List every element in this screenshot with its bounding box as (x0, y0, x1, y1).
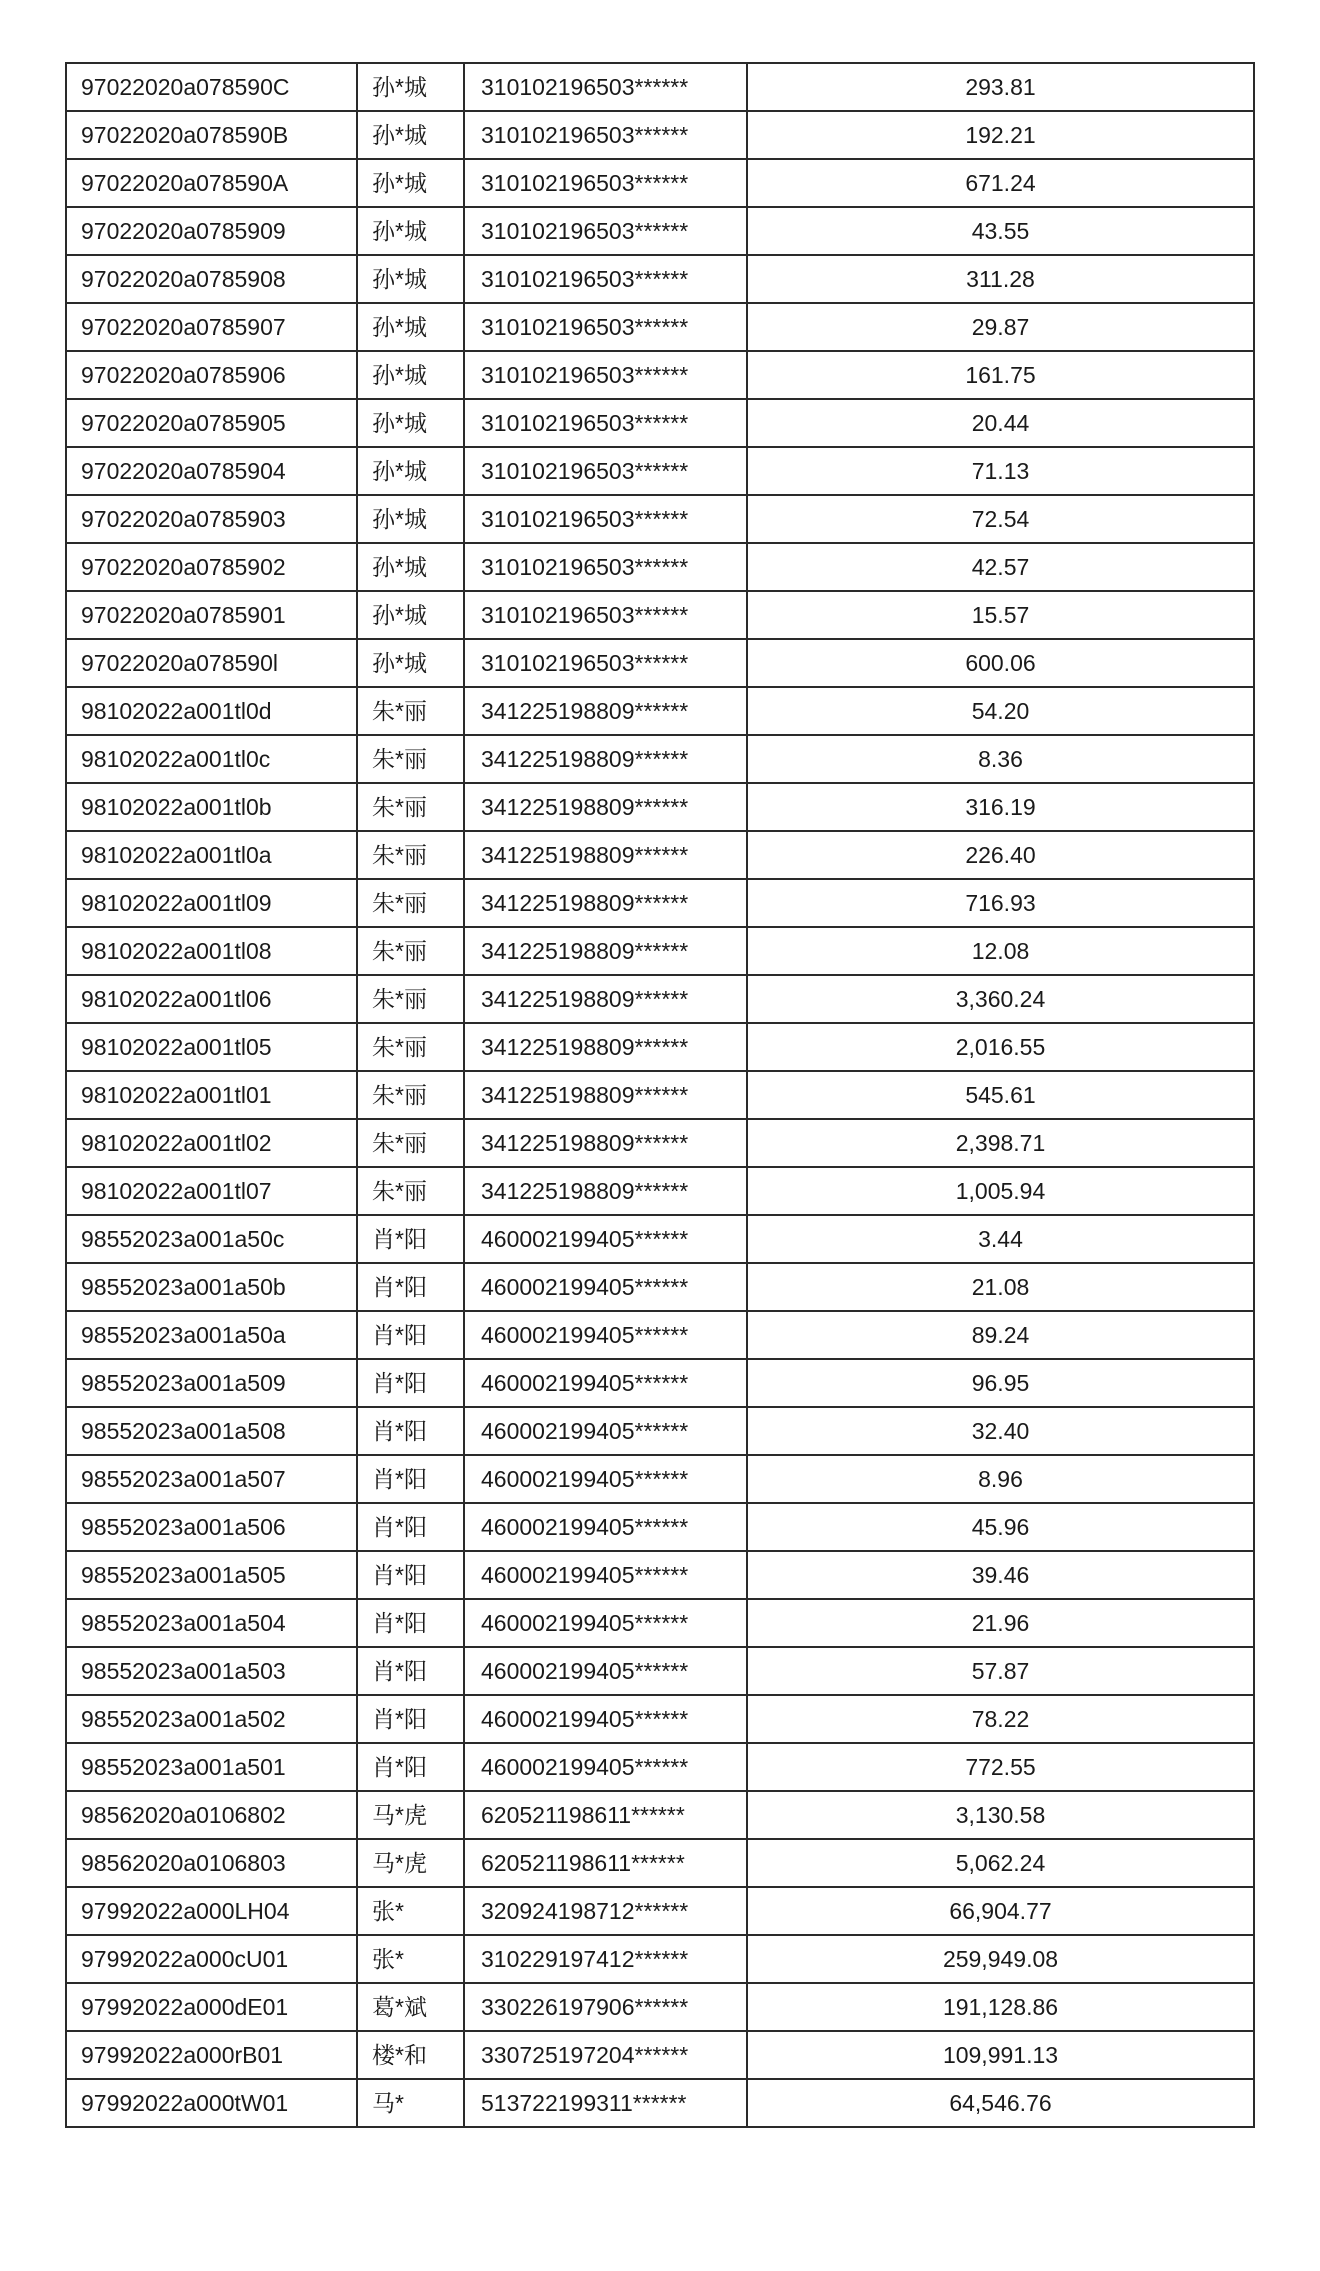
table-row (66, 591, 1254, 639)
code-cell: 97022020a078590B (66, 111, 357, 159)
amount-cell: 671.24 (747, 159, 1254, 207)
table-row (66, 1215, 1254, 1263)
id-number-cell: 620521198611****** (464, 1839, 747, 1887)
id-number-cell: 460002199405****** (464, 1311, 747, 1359)
name-cell: 肖*阳 (357, 1599, 464, 1647)
id-number-cell: 310102196503****** (464, 159, 747, 207)
id-number-cell: 310102196503****** (464, 207, 747, 255)
amount-cell: 316.19 (747, 783, 1254, 831)
name-cell: 朱*丽 (357, 1167, 464, 1215)
id-number-cell: 341225198809****** (464, 1119, 747, 1167)
id-number-cell: 341225198809****** (464, 1167, 747, 1215)
records-table (65, 62, 1255, 2128)
name-cell: 朱*丽 (357, 735, 464, 783)
code-cell: 98102022a001tl09 (66, 879, 357, 927)
table-row (66, 975, 1254, 1023)
table-row (66, 1743, 1254, 1791)
name-cell: 肖*阳 (357, 1743, 464, 1791)
name-cell: 张* (357, 1935, 464, 1983)
amount-cell: 64,546.76 (747, 2079, 1254, 2127)
id-number-cell: 620521198611****** (464, 1791, 747, 1839)
table-row (66, 831, 1254, 879)
name-cell: 肖*阳 (357, 1455, 464, 1503)
id-number-cell: 460002199405****** (464, 1599, 747, 1647)
code-cell: 98102022a001tl01 (66, 1071, 357, 1119)
name-cell: 肖*阳 (357, 1407, 464, 1455)
name-cell: 马* (357, 2079, 464, 2127)
code-cell: 98102022a001tl0a (66, 831, 357, 879)
amount-cell: 21.08 (747, 1263, 1254, 1311)
code-cell: 97022020a0785905 (66, 399, 357, 447)
code-cell: 98102022a001tl0b (66, 783, 357, 831)
id-number-cell: 460002199405****** (464, 1551, 747, 1599)
table-row (66, 1551, 1254, 1599)
name-cell: 张* (357, 1887, 464, 1935)
id-number-cell: 341225198809****** (464, 975, 747, 1023)
name-cell: 孙*城 (357, 207, 464, 255)
amount-cell: 772.55 (747, 1743, 1254, 1791)
name-cell: 葛*斌 (357, 1983, 464, 2031)
code-cell: 97022020a0785902 (66, 543, 357, 591)
table-row (66, 1887, 1254, 1935)
name-cell: 马*虎 (357, 1839, 464, 1887)
code-cell: 97022020a078590C (66, 63, 357, 111)
amount-cell: 29.87 (747, 303, 1254, 351)
name-cell: 肖*阳 (357, 1551, 464, 1599)
name-cell: 肖*阳 (357, 1215, 464, 1263)
id-number-cell: 341225198809****** (464, 927, 747, 975)
code-cell: 98552023a001a502 (66, 1695, 357, 1743)
id-number-cell: 341225198809****** (464, 783, 747, 831)
id-number-cell: 310102196503****** (464, 495, 747, 543)
id-number-cell: 310102196503****** (464, 351, 747, 399)
code-cell: 97992022a000LH04 (66, 1887, 357, 1935)
code-cell: 98552023a001a50a (66, 1311, 357, 1359)
name-cell: 孙*城 (357, 639, 464, 687)
code-cell: 98102022a001tl06 (66, 975, 357, 1023)
code-cell: 97992022a000cU01 (66, 1935, 357, 1983)
table-row (66, 1695, 1254, 1743)
amount-cell: 259,949.08 (747, 1935, 1254, 1983)
id-number-cell: 460002199405****** (464, 1359, 747, 1407)
id-number-cell: 341225198809****** (464, 879, 747, 927)
code-cell: 98562020a0106803 (66, 1839, 357, 1887)
amount-cell: 72.54 (747, 495, 1254, 543)
code-cell: 98552023a001a503 (66, 1647, 357, 1695)
amount-cell: 43.55 (747, 207, 1254, 255)
amount-cell: 191,128.86 (747, 1983, 1254, 2031)
table-row (66, 255, 1254, 303)
id-number-cell: 330725197204****** (464, 2031, 747, 2079)
name-cell: 楼*和 (357, 2031, 464, 2079)
table-row (66, 1263, 1254, 1311)
table-row (66, 879, 1254, 927)
name-cell: 朱*丽 (357, 879, 464, 927)
amount-cell: 1,005.94 (747, 1167, 1254, 1215)
id-number-cell: 310102196503****** (464, 543, 747, 591)
table-row (66, 351, 1254, 399)
id-number-cell: 341225198809****** (464, 1071, 747, 1119)
code-cell: 98552023a001a508 (66, 1407, 357, 1455)
amount-cell: 545.61 (747, 1071, 1254, 1119)
code-cell: 98102022a001tl02 (66, 1119, 357, 1167)
table-row (66, 111, 1254, 159)
code-cell: 97022020a0785901 (66, 591, 357, 639)
name-cell: 孙*城 (357, 111, 464, 159)
id-number-cell: 460002199405****** (464, 1695, 747, 1743)
name-cell: 孙*城 (357, 159, 464, 207)
code-cell: 97992022a000dE01 (66, 1983, 357, 2031)
id-number-cell: 341225198809****** (464, 1023, 747, 1071)
code-cell: 98102022a001tl05 (66, 1023, 357, 1071)
id-number-cell: 310102196503****** (464, 591, 747, 639)
amount-cell: 8.36 (747, 735, 1254, 783)
amount-cell: 89.24 (747, 1311, 1254, 1359)
id-number-cell: 310102196503****** (464, 303, 747, 351)
table-row (66, 639, 1254, 687)
id-number-cell: 341225198809****** (464, 831, 747, 879)
name-cell: 朱*丽 (357, 1023, 464, 1071)
id-number-cell: 460002199405****** (464, 1455, 747, 1503)
code-cell: 98102022a001tl08 (66, 927, 357, 975)
id-number-cell: 320924198712****** (464, 1887, 747, 1935)
amount-cell: 3,130.58 (747, 1791, 1254, 1839)
id-number-cell: 310102196503****** (464, 447, 747, 495)
code-cell: 97022020a0785908 (66, 255, 357, 303)
table-row (66, 1023, 1254, 1071)
amount-cell: 8.96 (747, 1455, 1254, 1503)
amount-cell: 161.75 (747, 351, 1254, 399)
code-cell: 98552023a001a504 (66, 1599, 357, 1647)
code-cell: 98552023a001a50b (66, 1263, 357, 1311)
code-cell: 98552023a001a507 (66, 1455, 357, 1503)
table-row (66, 2031, 1254, 2079)
id-number-cell: 310102196503****** (464, 255, 747, 303)
amount-cell: 54.20 (747, 687, 1254, 735)
amount-cell: 226.40 (747, 831, 1254, 879)
table-row (66, 63, 1254, 111)
amount-cell: 20.44 (747, 399, 1254, 447)
document-page (65, 62, 1253, 2128)
name-cell: 孙*城 (357, 63, 464, 111)
amount-cell: 57.87 (747, 1647, 1254, 1695)
id-number-cell: 341225198809****** (464, 735, 747, 783)
id-number-cell: 460002199405****** (464, 1215, 747, 1263)
code-cell: 97992022a000tW01 (66, 2079, 357, 2127)
name-cell: 朱*丽 (357, 687, 464, 735)
table-row (66, 1311, 1254, 1359)
name-cell: 孙*城 (357, 591, 464, 639)
code-cell: 98102022a001tl07 (66, 1167, 357, 1215)
amount-cell: 716.93 (747, 879, 1254, 927)
code-cell: 98552023a001a505 (66, 1551, 357, 1599)
name-cell: 孙*城 (357, 495, 464, 543)
amount-cell: 3.44 (747, 1215, 1254, 1263)
id-number-cell: 513722199311****** (464, 2079, 747, 2127)
id-number-cell: 460002199405****** (464, 1743, 747, 1791)
id-number-cell: 330226197906****** (464, 1983, 747, 2031)
code-cell: 98552023a001a506 (66, 1503, 357, 1551)
table-row (66, 2079, 1254, 2127)
id-number-cell: 310229197412****** (464, 1935, 747, 1983)
name-cell: 肖*阳 (357, 1503, 464, 1551)
amount-cell: 293.81 (747, 63, 1254, 111)
id-number-cell: 460002199405****** (464, 1503, 747, 1551)
table-row (66, 495, 1254, 543)
code-cell: 98552023a001a501 (66, 1743, 357, 1791)
table-row (66, 1119, 1254, 1167)
name-cell: 肖*阳 (357, 1695, 464, 1743)
code-cell: 97022020a0785909 (66, 207, 357, 255)
amount-cell: 32.40 (747, 1407, 1254, 1455)
amount-cell: 2,016.55 (747, 1023, 1254, 1071)
table-row (66, 1455, 1254, 1503)
name-cell: 孙*城 (357, 255, 464, 303)
table-row (66, 1983, 1254, 2031)
table-row (66, 543, 1254, 591)
amount-cell: 96.95 (747, 1359, 1254, 1407)
amount-cell: 600.06 (747, 639, 1254, 687)
amount-cell: 15.57 (747, 591, 1254, 639)
amount-cell: 42.57 (747, 543, 1254, 591)
code-cell: 98552023a001a50c (66, 1215, 357, 1263)
code-cell: 97022020a0785904 (66, 447, 357, 495)
table-row (66, 207, 1254, 255)
amount-cell: 311.28 (747, 255, 1254, 303)
table-row (66, 1071, 1254, 1119)
id-number-cell: 310102196503****** (464, 111, 747, 159)
name-cell: 朱*丽 (357, 975, 464, 1023)
table-row (66, 1503, 1254, 1551)
amount-cell: 12.08 (747, 927, 1254, 975)
amount-cell: 66,904.77 (747, 1887, 1254, 1935)
code-cell: 98552023a001a509 (66, 1359, 357, 1407)
table-row (66, 1167, 1254, 1215)
amount-cell: 109,991.13 (747, 2031, 1254, 2079)
id-number-cell: 460002199405****** (464, 1263, 747, 1311)
amount-cell: 71.13 (747, 447, 1254, 495)
code-cell: 98562020a0106802 (66, 1791, 357, 1839)
table-row (66, 735, 1254, 783)
amount-cell: 78.22 (747, 1695, 1254, 1743)
id-number-cell: 310102196503****** (464, 639, 747, 687)
code-cell: 97022020a0785907 (66, 303, 357, 351)
name-cell: 肖*阳 (357, 1263, 464, 1311)
code-cell: 97022020a0785903 (66, 495, 357, 543)
name-cell: 孙*城 (357, 447, 464, 495)
table-row (66, 783, 1254, 831)
table-row (66, 447, 1254, 495)
name-cell: 马*虎 (357, 1791, 464, 1839)
table-row (66, 927, 1254, 975)
table-row (66, 687, 1254, 735)
code-cell: 97022020a078590A (66, 159, 357, 207)
amount-cell: 45.96 (747, 1503, 1254, 1551)
name-cell: 孙*城 (357, 303, 464, 351)
table-row (66, 1839, 1254, 1887)
name-cell: 朱*丽 (357, 927, 464, 975)
amount-cell: 2,398.71 (747, 1119, 1254, 1167)
amount-cell: 5,062.24 (747, 1839, 1254, 1887)
table-row (66, 1935, 1254, 1983)
records-table-body (66, 63, 1254, 2127)
amount-cell: 21.96 (747, 1599, 1254, 1647)
name-cell: 朱*丽 (357, 1119, 464, 1167)
id-number-cell: 460002199405****** (464, 1647, 747, 1695)
id-number-cell: 341225198809****** (464, 687, 747, 735)
table-row (66, 1599, 1254, 1647)
code-cell: 97022020a0785906 (66, 351, 357, 399)
table-row (66, 1359, 1254, 1407)
name-cell: 朱*丽 (357, 783, 464, 831)
name-cell: 肖*阳 (357, 1647, 464, 1695)
table-row (66, 1647, 1254, 1695)
amount-cell: 3,360.24 (747, 975, 1254, 1023)
table-row (66, 1791, 1254, 1839)
id-number-cell: 460002199405****** (464, 1407, 747, 1455)
table-row (66, 159, 1254, 207)
code-cell: 98102022a001tl0c (66, 735, 357, 783)
code-cell: 97022020a078590l (66, 639, 357, 687)
name-cell: 朱*丽 (357, 831, 464, 879)
table-row (66, 303, 1254, 351)
id-number-cell: 310102196503****** (464, 399, 747, 447)
name-cell: 孙*城 (357, 543, 464, 591)
name-cell: 朱*丽 (357, 1071, 464, 1119)
code-cell: 98102022a001tl0d (66, 687, 357, 735)
amount-cell: 39.46 (747, 1551, 1254, 1599)
id-number-cell: 310102196503****** (464, 63, 747, 111)
name-cell: 孙*城 (357, 351, 464, 399)
name-cell: 孙*城 (357, 399, 464, 447)
table-row (66, 1407, 1254, 1455)
name-cell: 肖*阳 (357, 1311, 464, 1359)
name-cell: 肖*阳 (357, 1359, 464, 1407)
amount-cell: 192.21 (747, 111, 1254, 159)
table-row (66, 399, 1254, 447)
code-cell: 97992022a000rB01 (66, 2031, 357, 2079)
